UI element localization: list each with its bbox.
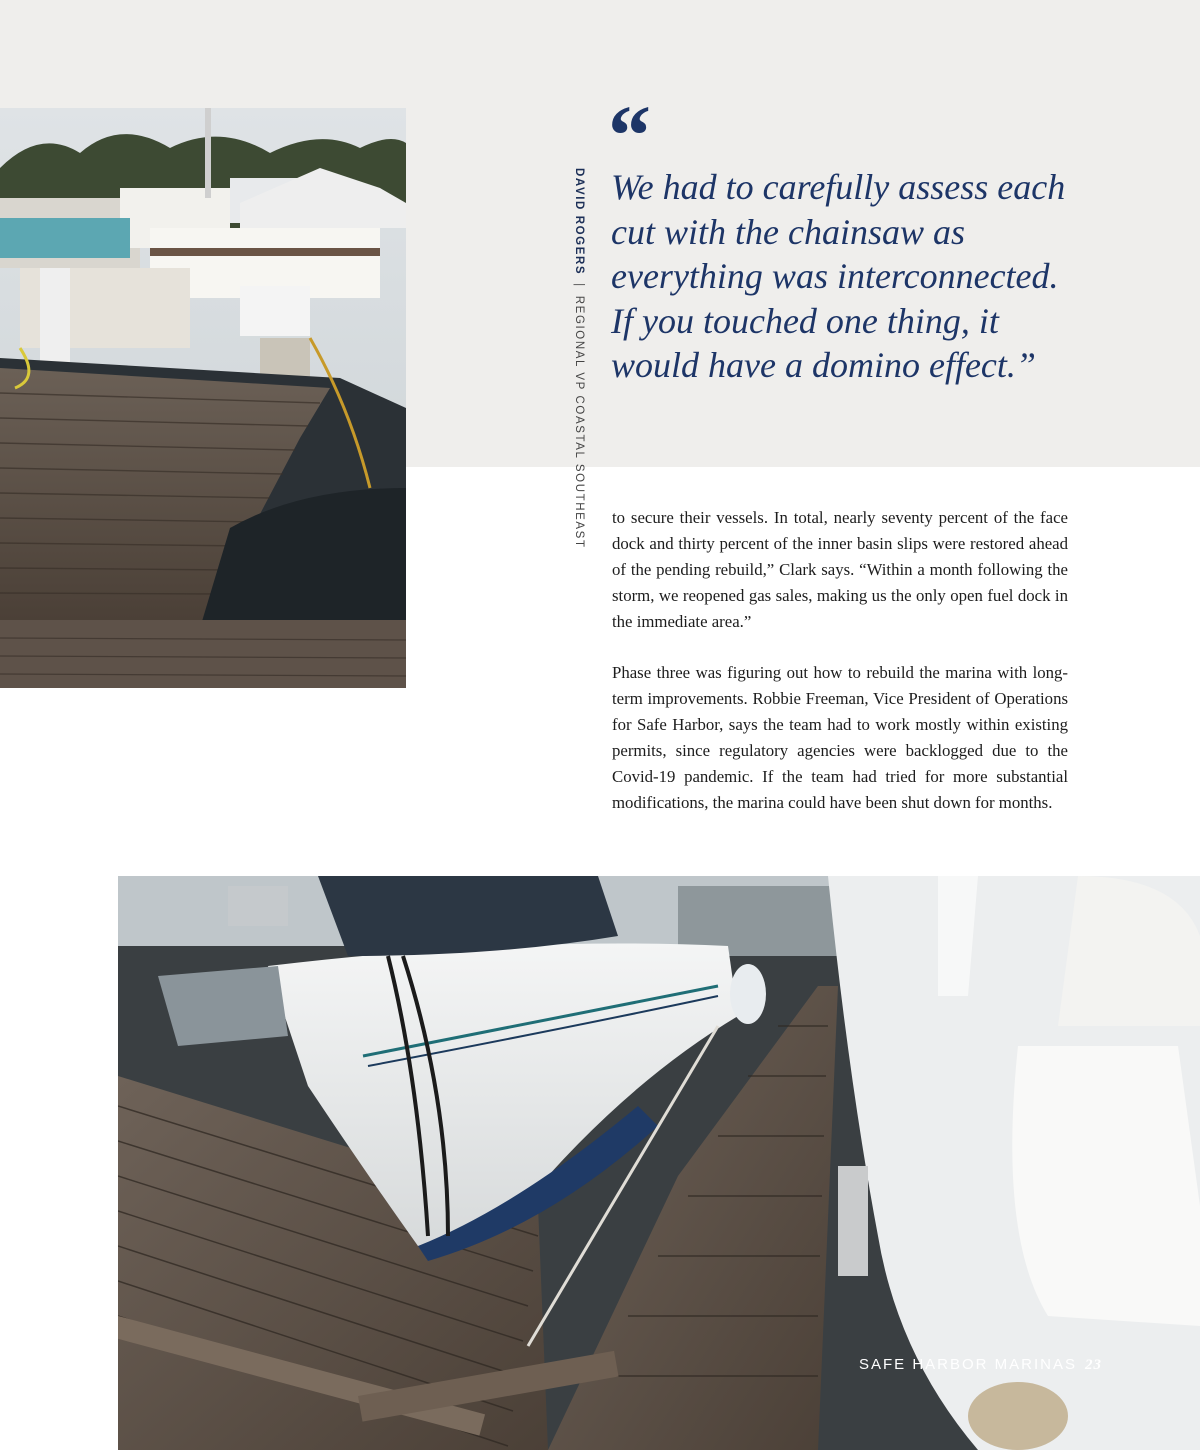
body-paragraph: to secure their vessels. In total, nearly seventy percent of the face dock and thirty percent of the inner basin slips were restored ahead of the pending rebuild,” Clark says. “Within a month following the storm, we reopened gas sales, making us the only open fuel dock in the immediate area.” [612, 508, 1068, 631]
quote-attribution [568, 168, 590, 549]
open-quote-mark: “ [608, 87, 651, 183]
pull-quote: We had to carefully assess each cut with the chainsaw as everything was interconnected. If you touched one thing, it would have a domino effect.” [611, 167, 1066, 385]
attribution-separator: | [573, 283, 585, 288]
article-body [612, 505, 1068, 841]
page-number: 23 [1085, 1357, 1102, 1373]
dock-damage-photo [0, 108, 406, 688]
body-paragraph: Phase three was figuring out how to rebuild the marina with long-term improvements. Robbie Freeman, Vice President of Operations for Safe Harbor, says the team had to work mostly within existing permits, since regulatory agencies were backlogged due to the Covid-19 pandemic. If the team had tried for more substantial modifications, the marina could have been shut down for months. [612, 663, 1068, 812]
footer-brand: SAFE HARBOR MARINAS [858, 1356, 1077, 1373]
attribution-name: DAVID ROGERS [573, 168, 585, 276]
page-footer [859, 1356, 1102, 1374]
attribution-role: REGIONAL VP COASTAL SOUTHEAST [573, 295, 585, 549]
